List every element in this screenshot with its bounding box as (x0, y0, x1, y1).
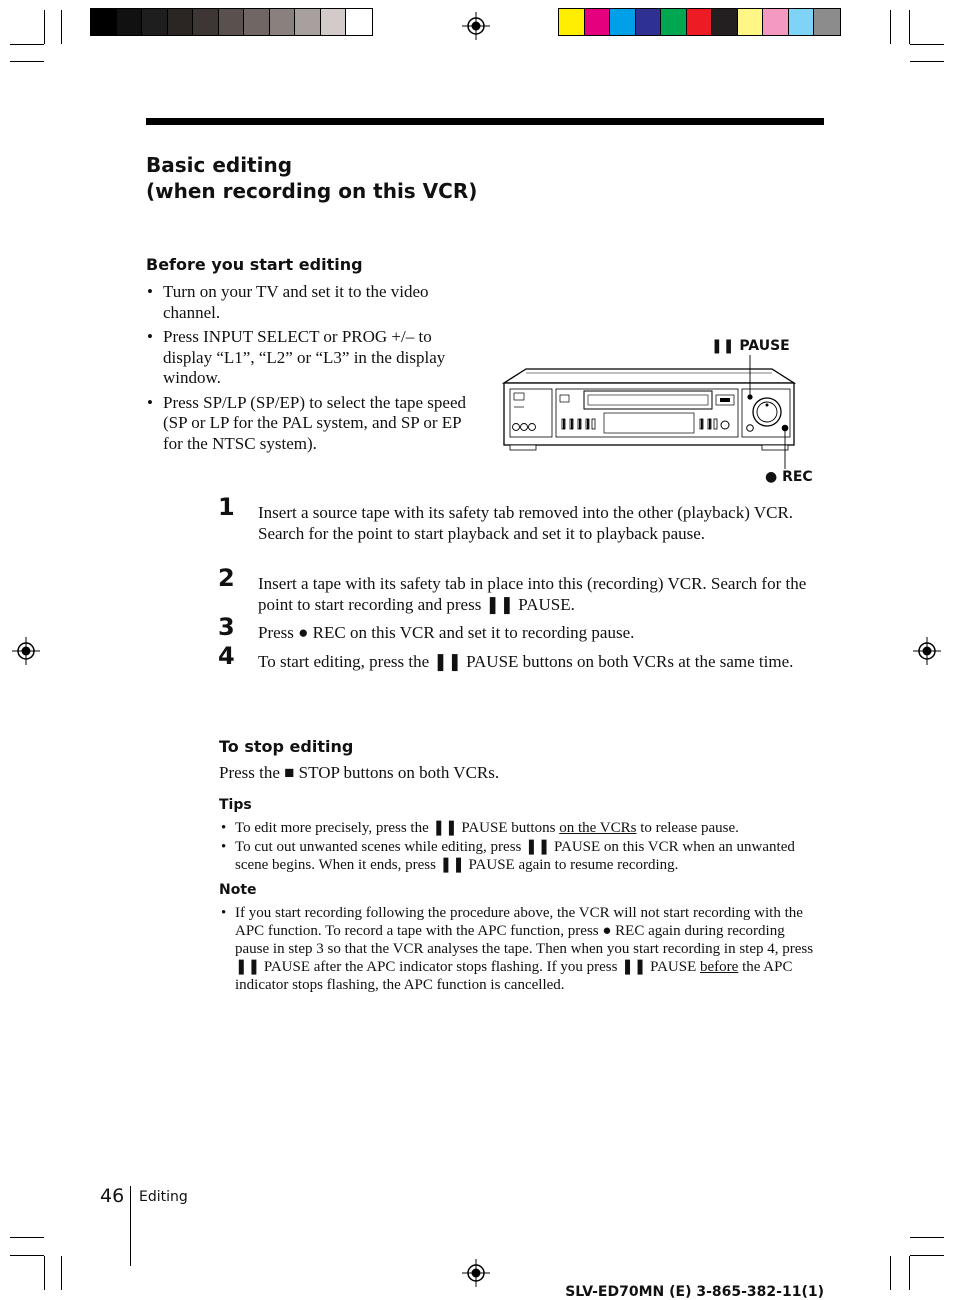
title-line-1: Basic editing (146, 153, 293, 177)
step-2 (218, 564, 818, 616)
crop-mark (61, 1256, 62, 1290)
step-text: Insert a source tape with its safety tab removed into the other (playback) VCR. Search for the point to start playback and set it to playback pause. (258, 503, 794, 543)
registration-mark-icon (462, 12, 490, 40)
color-swatch (559, 9, 585, 35)
list-item (219, 819, 819, 837)
step-4 (218, 642, 818, 694)
tip-underlined: on the VCRs (559, 820, 637, 836)
footer-section: Editing (139, 1189, 188, 1205)
crop-mark (890, 1256, 891, 1290)
before-heading: Before you start editing (146, 255, 363, 274)
stop-heading: To stop editing (219, 737, 354, 756)
crop-mark (890, 10, 891, 44)
step-number: 3 (218, 613, 235, 641)
section-title (146, 152, 477, 204)
color-swatch (295, 9, 321, 35)
crop-mark (910, 1255, 944, 1256)
step-3 (218, 613, 818, 645)
color-swatch (661, 9, 687, 35)
registration-mark-icon (913, 637, 941, 665)
crop-mark (10, 61, 44, 62)
color-swatch (738, 9, 764, 35)
list-item: • Turn on your TV and set it to the video channel. (146, 282, 476, 323)
section-rule (146, 118, 824, 125)
pause-label: ❚❚ PAUSE (711, 338, 790, 354)
color-swatch (712, 9, 738, 35)
stop-text: Press the ■ STOP buttons on both VCRs. (219, 763, 500, 782)
color-swatch (270, 9, 296, 35)
tips-heading: Tips (219, 797, 252, 813)
step-text: To start editing, press the ❚❚ PAUSE buttons on both VCRs at the same time. (258, 652, 794, 671)
color-swatch (763, 9, 789, 35)
title-line-2: (when recording on this VCR) (146, 179, 478, 203)
tips-list (219, 819, 819, 874)
crop-mark (910, 44, 944, 45)
color-swatch (244, 9, 270, 35)
page-number: 46 (100, 1185, 125, 1207)
color-swatch (142, 9, 168, 35)
note-underlined: before (700, 959, 739, 975)
crop-mark (909, 10, 910, 44)
color-swatch (193, 9, 219, 35)
list-item: • Press INPUT SELECT or PROG +/– to display “L1”, “L2” or “L3” in the display window. (146, 327, 476, 389)
crop-mark (910, 61, 944, 62)
color-swatch (346, 9, 372, 35)
color-swatch (321, 9, 347, 35)
crop-mark (10, 1255, 44, 1256)
tip-text: to release pause. (636, 820, 739, 836)
color-swatch (636, 9, 662, 35)
color-swatch (610, 9, 636, 35)
color-bar (558, 8, 841, 36)
vcr-illustration (500, 355, 800, 470)
color-swatch (687, 9, 713, 35)
note-list (219, 904, 819, 994)
step-1 (218, 493, 818, 565)
crop-mark (44, 10, 45, 44)
color-swatch (789, 9, 815, 35)
registration-mark-icon (12, 637, 40, 665)
model-code: SLV-ED70MN (E) 3-865-382-11(1) (565, 1284, 824, 1300)
color-swatch (117, 9, 143, 35)
crop-mark (909, 1256, 910, 1290)
note-text: the APC indicator stops flashing, the APC function is cancelled. (235, 959, 793, 993)
crop-mark (10, 1237, 44, 1238)
step-text: Insert a tape with its safety tab in place into this (recording) VCR. Search for the point to start recording and press ❚❚ PAUSE. (258, 574, 807, 614)
footer-divider (130, 1186, 131, 1266)
list-item: • To cut out unwanted scenes while editing, press ❚❚ PAUSE on this VCR when an unwanted scene begins. When it ends, press ❚❚ PAUSE again to resume recording. (219, 838, 819, 874)
before-list (146, 282, 476, 458)
list-item: • Press SP/LP (SP/EP) to select the tape speed (SP or LP for the PAL system, and SP or EP for the NTSC system). (146, 393, 476, 455)
rec-label: ● REC (765, 469, 813, 485)
step-number: 4 (218, 642, 235, 670)
crop-mark (910, 1237, 944, 1238)
step-number: 1 (218, 493, 235, 521)
color-swatch (91, 9, 117, 35)
grayscale-bar (90, 8, 373, 36)
step-number: 2 (218, 564, 235, 592)
note-heading: Note (219, 882, 257, 898)
color-swatch (585, 9, 611, 35)
registration-mark-icon (462, 1259, 490, 1287)
note-text: If you start recording following the procedure above, the VCR will not start recording with the APC function. To record a tape with the APC function, press ● REC again during recording pause in step 3 so that the VCR analyses the tape. Then when you start recording in step 4, press ❚❚ PAUSE after the APC indicator stops flashing. If you press ❚❚ PAUSE (235, 905, 814, 975)
color-swatch (814, 9, 840, 35)
crop-mark (44, 1256, 45, 1290)
color-swatch (168, 9, 194, 35)
color-swatch (219, 9, 245, 35)
list-item (219, 904, 819, 994)
crop-mark (61, 10, 62, 44)
tip-text: To edit more precisely, press the ❚❚ PAUSE buttons (235, 820, 560, 836)
step-text: Press ● REC on this VCR and set it to recording pause. (258, 623, 635, 642)
crop-mark (10, 44, 44, 45)
